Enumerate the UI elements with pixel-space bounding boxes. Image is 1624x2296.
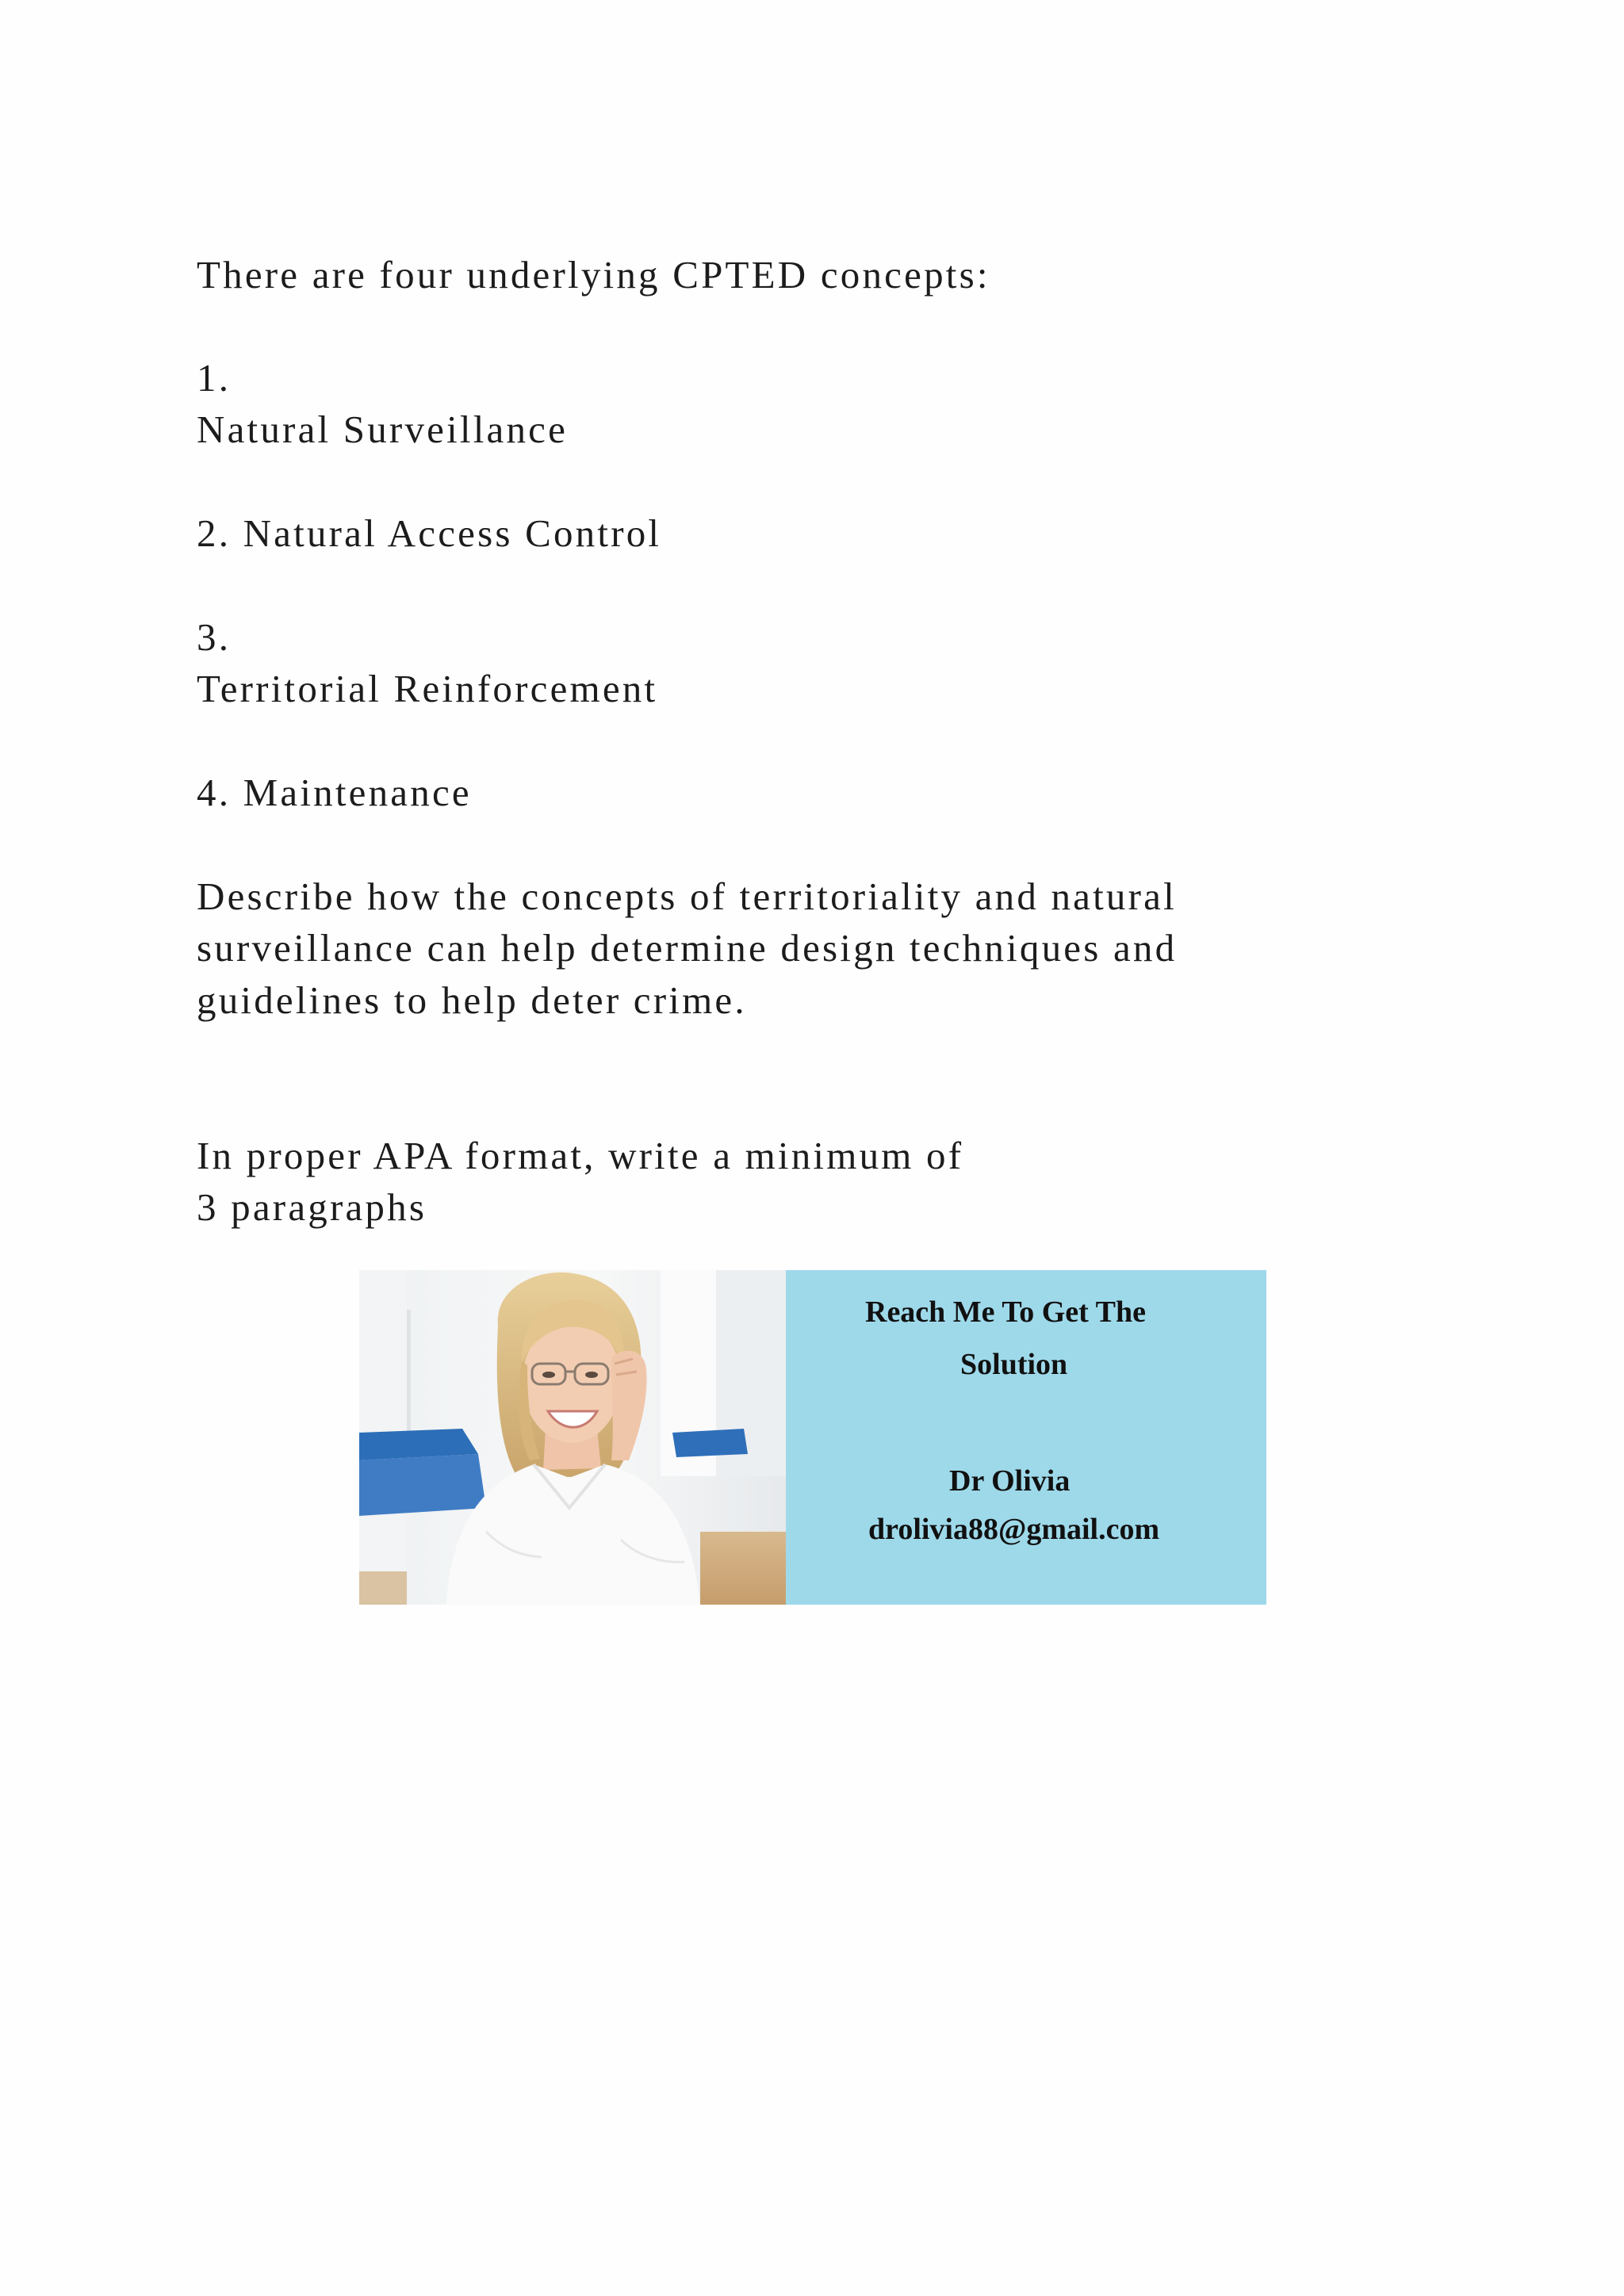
promo-heading-line-2: Solution xyxy=(960,1348,1068,1381)
promo-heading-line-1: Reach Me To Get The xyxy=(865,1295,1146,1329)
concept-maintenance: 4. Maintenance xyxy=(197,771,472,814)
contact-email: drolivia88@gmail.com xyxy=(868,1513,1160,1546)
instruction-line-1: In proper APA format, write a minimum of xyxy=(197,1134,964,1177)
concept-natural-surveillance: Natural Surveillance xyxy=(197,408,569,451)
concept-natural-access-control: 2. Natural Access Control xyxy=(197,511,662,555)
contact-panel xyxy=(786,1270,1266,1605)
promo-banner xyxy=(359,1270,1266,1605)
question-line-2: surveillance can help determine design techniques and xyxy=(197,926,1178,970)
question-line-3: guidelines to help deter crime. xyxy=(197,978,747,1022)
instruction-line-2: 3 paragraphs xyxy=(197,1185,427,1229)
list-number-3: 3. xyxy=(197,615,232,659)
question-line-1: Describe how the concepts of territoriality and natural xyxy=(197,874,1177,918)
intro-line: There are four underlying CPTED concepts: xyxy=(197,253,990,297)
contact-name: Dr Olivia xyxy=(949,1464,1071,1498)
concept-territorial-reinforcement: Territorial Reinforcement xyxy=(197,667,658,710)
list-number-1: 1. xyxy=(197,356,232,400)
woman-photo-image xyxy=(359,1270,787,1605)
